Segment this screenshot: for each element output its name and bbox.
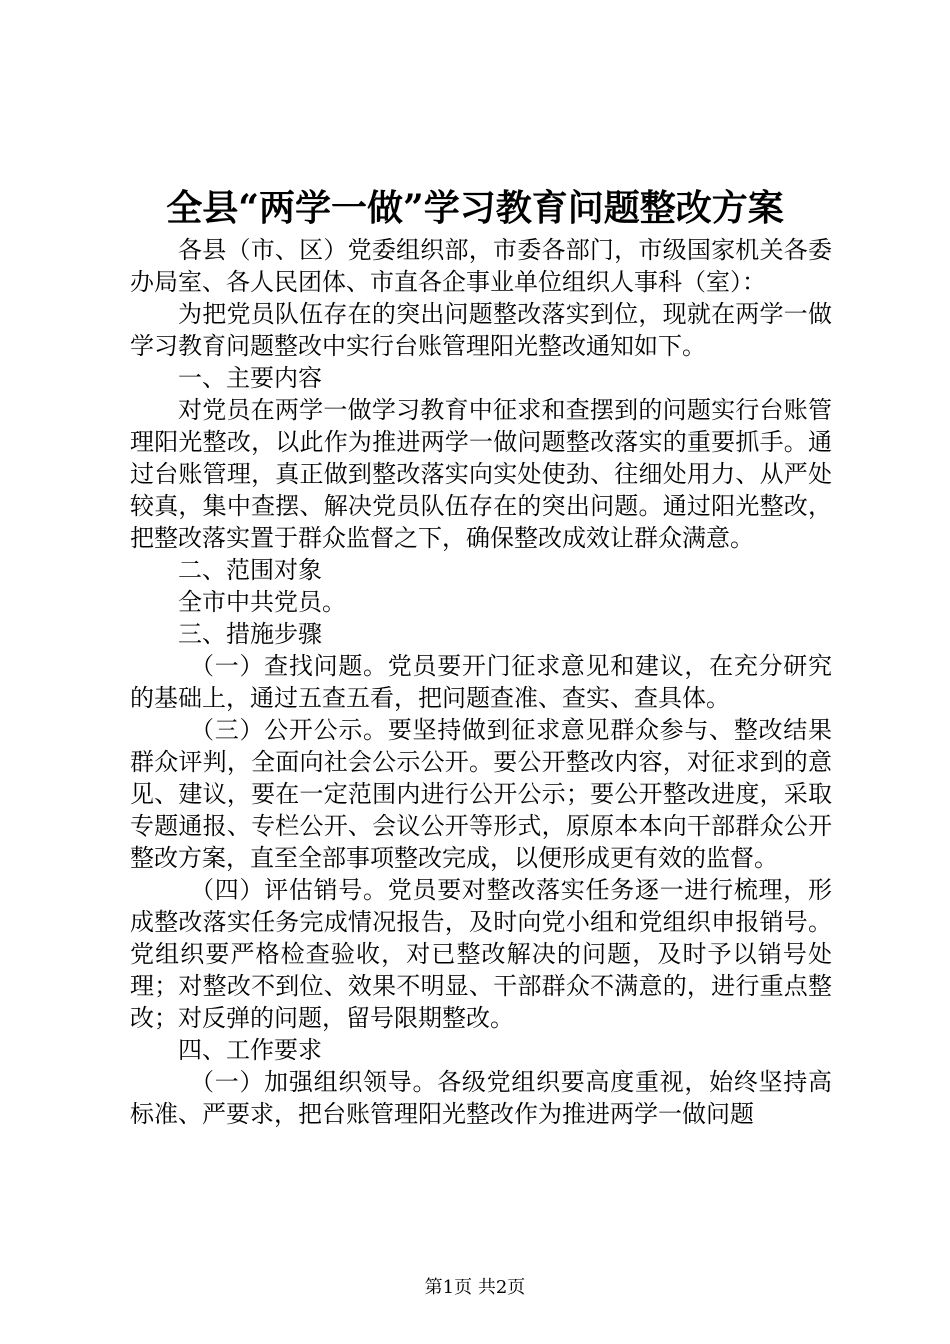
section-heading: 四、工作要求 (178, 1036, 322, 1064)
body-paragraph: （四）评估销号。党员要对整改落实任务逐一进行梳理，形成整改落实任务完成情况报告，及时向党小组和党组织申报销号。党组织要严格检查验收，对已整改解决的问题，及时予以销号处理；对整改不到位、效果不明显、干部群众不满意的，进行重点整改；对反弹的问题，留号限期整改。 (130, 876, 832, 1032)
body-paragraph: （一）查找问题。党员要开门征求意见和建议，在充分研究的基础上，通过五查五看，把问题查准、查实、查具体。 (130, 652, 832, 712)
section-heading: 三、措施步骤 (178, 620, 322, 648)
section-heading: 二、范围对象 (178, 556, 322, 584)
salutation-paragraph: 各县（市、区）党委组织部，市委各部门，市级国家机关各委办局室、各人民团体、市直各企事业单位组织人事科（室）： (130, 236, 832, 296)
intro-paragraph: 为把党员队伍存在的突出问题整改落实到位，现就在两学一做学习教育问题整改中实行台账管理阳光整改通知如下。 (130, 300, 832, 360)
body-paragraph: 对党员在两学一做学习教育中征求和查摆到的问题实行台账管理阳光整改，以此作为推进两学一做问题整改落实的重要抓手。通过台账管理，真正做到整改落实向实处使劲、往细处用力、从严处较真，集中查摆、解决党员队伍存在的突出问题。通过阳光整改，把整改落实置于群众监督之下，确保整改成效让群众满意。 (130, 396, 832, 552)
body-paragraph: （一）加强组织领导。各级党组织要高度重视，始终坚持高标准、严要求，把台账管理阳光整改作为推进两学一做问题 (130, 1068, 832, 1128)
document-title: 全县“两学一做”学习教育问题整改方案 (166, 187, 784, 229)
page-footer: 第1页 共2页 (424, 1277, 526, 1298)
body-paragraph: 全市中共党员。 (178, 588, 346, 616)
body-paragraph: （三）公开公示。要坚持做到征求意见群众参与、整改结果群众评判，全面向社会公示公开。要公开整改内容，对征求到的意见、建议，要在一定范围内进行公开公示；要公开整改进度，采取专题通报、专栏公开、会议公开等形式，原原本本向干部群众公开整改方案，直至全部事项整改完成，以便形成更有效的监督。 (130, 716, 832, 872)
document-body (130, 234, 832, 1130)
section-heading: 一、主要内容 (178, 364, 322, 392)
